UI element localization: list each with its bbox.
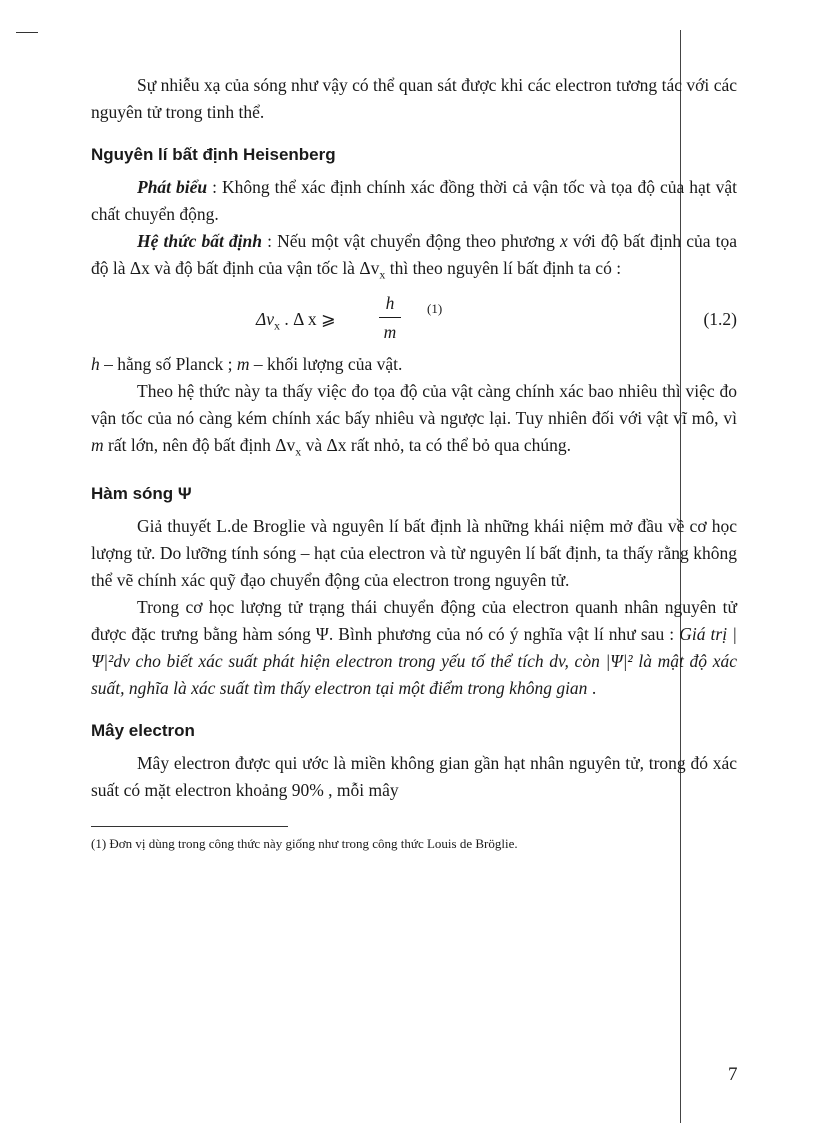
relation-sub: x: [379, 267, 386, 282]
relation-label: Hệ thức bất định: [137, 231, 262, 251]
heisenberg-heading: Nguyên lí bất định Heisenberg: [91, 145, 336, 164]
page-body: [91, 72, 737, 853]
relation-text-a: : Nếu một vật chuyển động theo phương: [262, 231, 561, 251]
uncertainty-formula: [91, 291, 737, 351]
footnote-rule: [91, 826, 288, 827]
wave-function-heading: Hàm sóng Ψ: [91, 484, 192, 503]
page-number: 7: [728, 1064, 738, 1085]
statement-paragraph: [91, 174, 737, 228]
formula-fraction: [379, 291, 401, 344]
formula-lhs: $\Delta v_x$ . Δ x ⩾: [256, 308, 336, 332]
consequence-paragraph: Theo hệ thức này ta thấy việc đo tọa độ của vật càng chính xác bao nhiêu thì việc đo vận tốc của nó càng kém chính xác bấy nhiêu và ngược lại. Tuy nhiên đối với vật vĩ mô, vì m rất lớn, nên độ bất định $\Delta v_x$ và Δx rất nhỏ, ta có thể bỏ qua chúng.: [91, 380, 737, 458]
formula-number: (1.2): [703, 308, 737, 329]
formula-denominator: m: [383, 321, 397, 342]
formula-footnote-ref: (1): [427, 300, 443, 316]
fraction-bar: [379, 317, 401, 318]
relation-paragraph: [91, 228, 737, 289]
relation-var-x: x: [560, 231, 568, 251]
cloud-paragraph: Mây electron được qui ước là miền không gian gần hạt nhân nguyên tử, trong đó xác suất có mặt electron khoảng 90% , mỗi mây: [91, 753, 737, 800]
scan-corner-mark: [16, 32, 38, 33]
legend-paragraph: h – hằng số Planck ; m – khối lượng của vật.: [91, 353, 403, 374]
footnote: (1) Đơn vị dùng trong công thức này giống như trong công thức Louis de Bröglie.: [91, 836, 518, 851]
wave-definition: Giá trị |Ψ|²dv cho biết xác suất phát hiện electron trong yếu tố thể tích dv, còn |Ψ|² là mật độ xác suất, nghĩa là xác suất tìm thấy electron tại một điểm trong không gian: [91, 624, 737, 698]
relation-text-c: thì theo nguyên lí bất định ta có :: [385, 258, 622, 278]
relation-text-b: với độ bất định của tọa độ là Δx và độ bất định của vận tốc là Δv: [91, 231, 737, 278]
wave-paragraph-1: Giả thuyết L.de Broglie và nguyên lí bất định là những khái niệm mở đầu về cơ học lượng tử. Do lưỡng tính sóng – hạt của electron và từ nguyên lí bất định, ta thấy rằng không thể vẽ chính xác quỹ đạo chuyển động của electron trong nguyên tử.: [91, 516, 737, 590]
statement-label: Phát biểu: [137, 177, 208, 197]
statement-text: : Không thể xác định chính xác đồng thời cả vận tốc và tọa độ của hạt vật chất chuyển động.: [91, 177, 737, 224]
electron-cloud-heading: Mây electron: [91, 721, 195, 740]
wave-paragraph-2: Trong cơ học lượng tử trạng thái chuyển động của electron quanh nhân nguyên tử được đặc trưng bằng hàm sóng Ψ. Bình phương của nó có ý nghĩa vật lí như sau : Giá trị |Ψ|²dv cho biết xác suất phát hiện electron trong yếu tố thể tích dv, còn |Ψ|² là mật độ xác suất, nghĩa là xác suất tìm thấy electron tại một điểm trong không gian .: [91, 597, 737, 698]
intro-paragraph: Sự nhiễu xạ của sóng như vậy có thể quan sát được khi các electron tương tác với các nguyên tử trong tinh thể.: [91, 75, 737, 122]
formula-numerator: h: [385, 292, 395, 313]
